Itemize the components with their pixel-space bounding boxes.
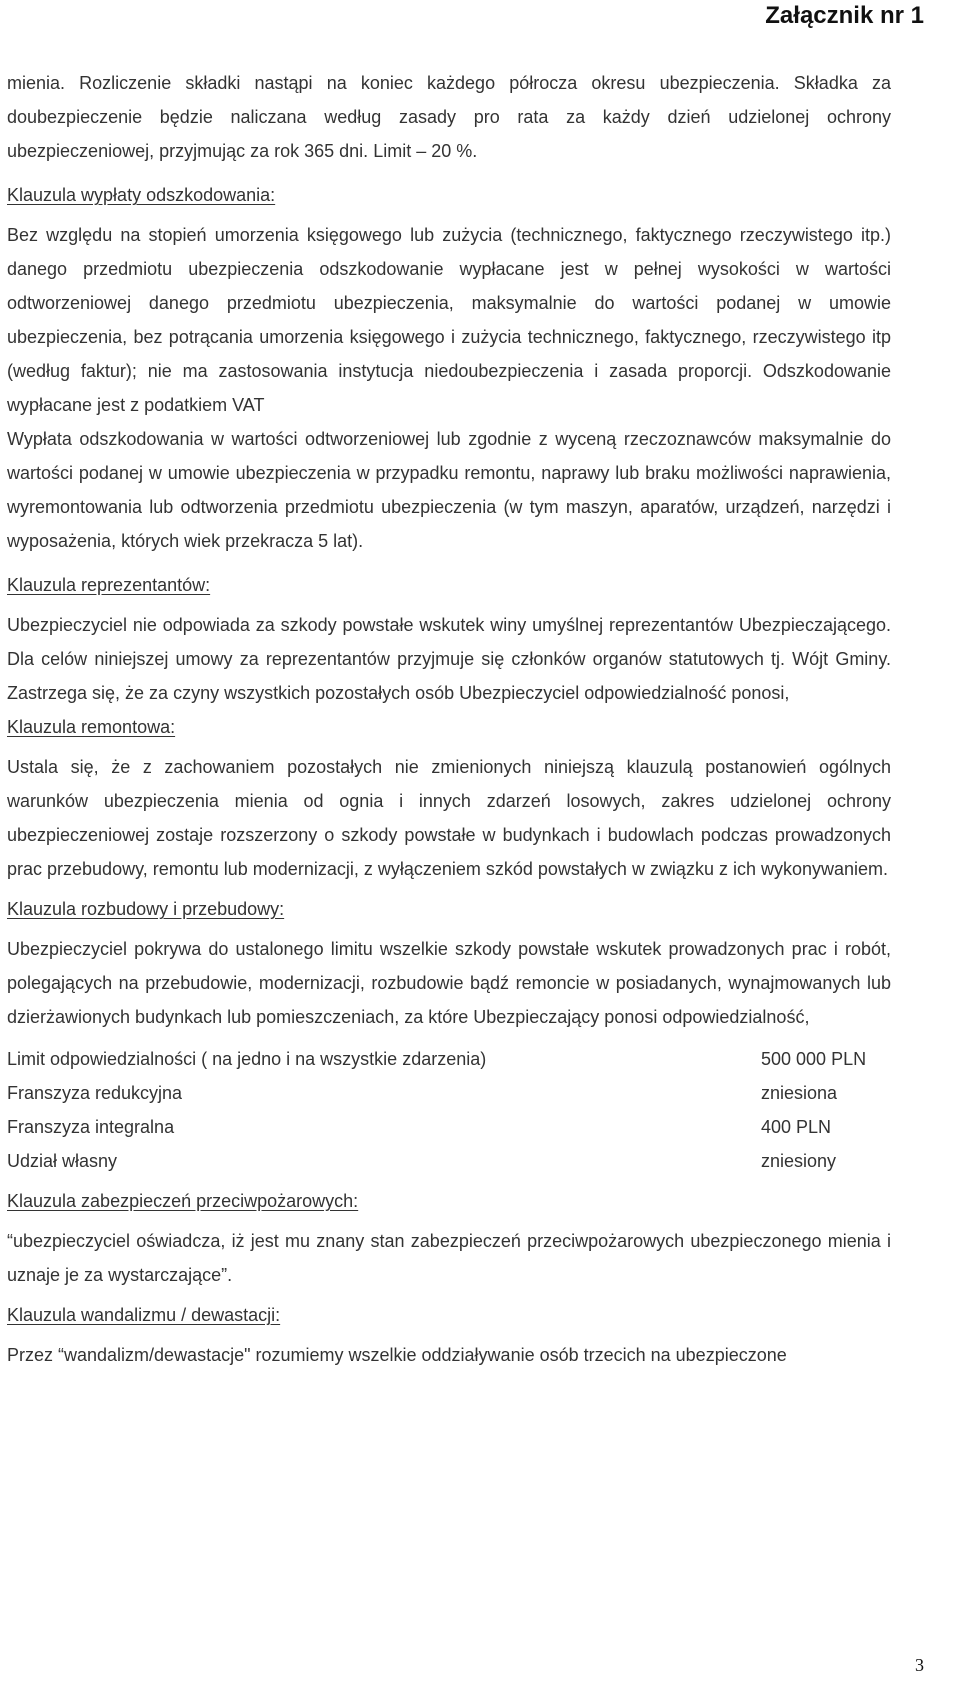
section-heading-wandalizm: Klauzula wandalizmu / dewastacji: — [7, 1305, 281, 1325]
section-heading-przeciwpozarowe: Klauzula zabezpieczeń przeciwpożarowych: — [7, 1191, 359, 1211]
rozbudowy-paragraph: Ubezpieczyciel pokrywa do ustalonego limitu wszelkie szkody powstałe wskutek prowadzonych prac i robót, polegających na przebudowie, modernizacji, rozbudowie bądź remoncie w posiadanych, wynajmowanych lub dzierżawionych budynkach lub pomieszczeniach, za które Ubezpieczający ponosi odpowiedzialność, — [7, 939, 891, 1027]
limit-label: Udział własny — [7, 1151, 118, 1171]
page-number: 3 — [915, 1655, 924, 1675]
intro-paragraph: mienia. Rozliczenie składki nastąpi na koniec każdego półrocza okresu ubezpieczenia. Składka za doubezpieczenie będzie naliczana według zasady pro rata za każdy dzień udzielonej ochrony ubezpieczeniowej, przyjmując za rok 365 dni. Limit – 20 %. — [7, 73, 891, 161]
limit-row — [7, 1144, 891, 1178]
limit-value: zniesiona — [761, 1083, 838, 1103]
wyplata-paragraph-2: Wypłata odszkodowania w wartości odtworzeniowej lub zgodnie z wyceną rzeczoznawców maksymalnie do wartości podanej w umowie ubezpieczenia w przypadku remontu, naprawy lub braku możliwości naprawienia, wyremontowania lub odtworzenia przedmiotu ubezpieczenia (w tym maszyn, aparatów, urządzeń, narzędzi i wyposażenia, których wiek przekracza 5 lat). — [7, 429, 891, 551]
limit-value: 400 PLN — [761, 1117, 832, 1137]
wandalizm-paragraph: Przez “wandalizm/dewastacje" rozumiemy wszelkie oddziaływanie osób trzecich na ubezpieczone — [7, 1345, 787, 1365]
wyplata-paragraph-1: Bez względu na stopień umorzenia księgowego lub zużycia (technicznego, faktycznego rzeczywistego itp.) danego przedmiotu ubezpieczenia odszkodowanie wypłacane jest w pełnej wysokości w wartości odtworzeniowej danego przedmiotu ubezpieczenia, maksymalnie do wartości podanej w umowie ubezpieczenia, bez potrącania umorzenia księgowego i zużycia technicznego, faktycznego, rzeczywistego itp (według faktur); nie ma zastosowania instytucja niedoubezpieczenia i zasada proporcji. Odszkodowanie wypłacane jest z podatkiem VAT — [7, 225, 891, 415]
przeciwpozarowe-paragraph: “ubezpieczyciel oświadcza, iż jest mu znany stan zabezpieczeń przeciwpożarowych ubezpieczonego mienia i uznaje je za wystarczające”. — [7, 1231, 891, 1285]
limits-table — [7, 1042, 891, 1178]
limit-row — [7, 1076, 891, 1110]
limit-value: zniesiony — [761, 1151, 837, 1171]
limit-label: Limit odpowiedzialności ( na jedno i na wszystkie zdarzenia) — [7, 1049, 487, 1069]
limit-label: Franszyza integralna — [7, 1117, 175, 1137]
limit-row — [7, 1110, 891, 1144]
limit-row — [7, 1042, 891, 1076]
document-body — [7, 66, 891, 1372]
section-heading-wyplata: Klauzula wypłaty odszkodowania: — [7, 185, 276, 205]
limit-value: 500 000 PLN — [761, 1049, 867, 1069]
limit-label: Franszyza redukcyjna — [7, 1083, 183, 1103]
remontowa-paragraph: Ustala się, że z zachowaniem pozostałych nie zmienionych niniejszą klauzulą postanowień ogólnych warunków ubezpieczenia mienia od ognia i innych zdarzeń losowych, zakres udzielonej ochrony ubezpieczeniowej zostaje rozszerzony o szkody powstałe w budynkach i budowlach podczas prowadzonych prac przebudowy, remontu lub modernizacji, z wyłączeniem szkód powstałych w związku z ich wykonywaniem. — [7, 757, 891, 879]
page-title: Załącznik nr 1 — [765, 2, 924, 29]
section-heading-remontowa: Klauzula remontowa: — [7, 717, 176, 737]
section-heading-rozbudowy: Klauzula rozbudowy i przebudowy: — [7, 899, 285, 919]
section-heading-reprezentanci: Klauzula reprezentantów: — [7, 575, 211, 595]
reprezentanci-paragraph: Ubezpieczyciel nie odpowiada za szkody powstałe wskutek winy umyślnej reprezentantów Ubezpieczającego. Dla celów niniejszej umowy za reprezentantów przyjmuje się członków organów statutowych tj. Wójt Gminy. Zastrzega się, że za czyny wszystkich pozostałych osób Ubezpieczyciel odpowiedzialność ponosi, — [7, 615, 891, 703]
